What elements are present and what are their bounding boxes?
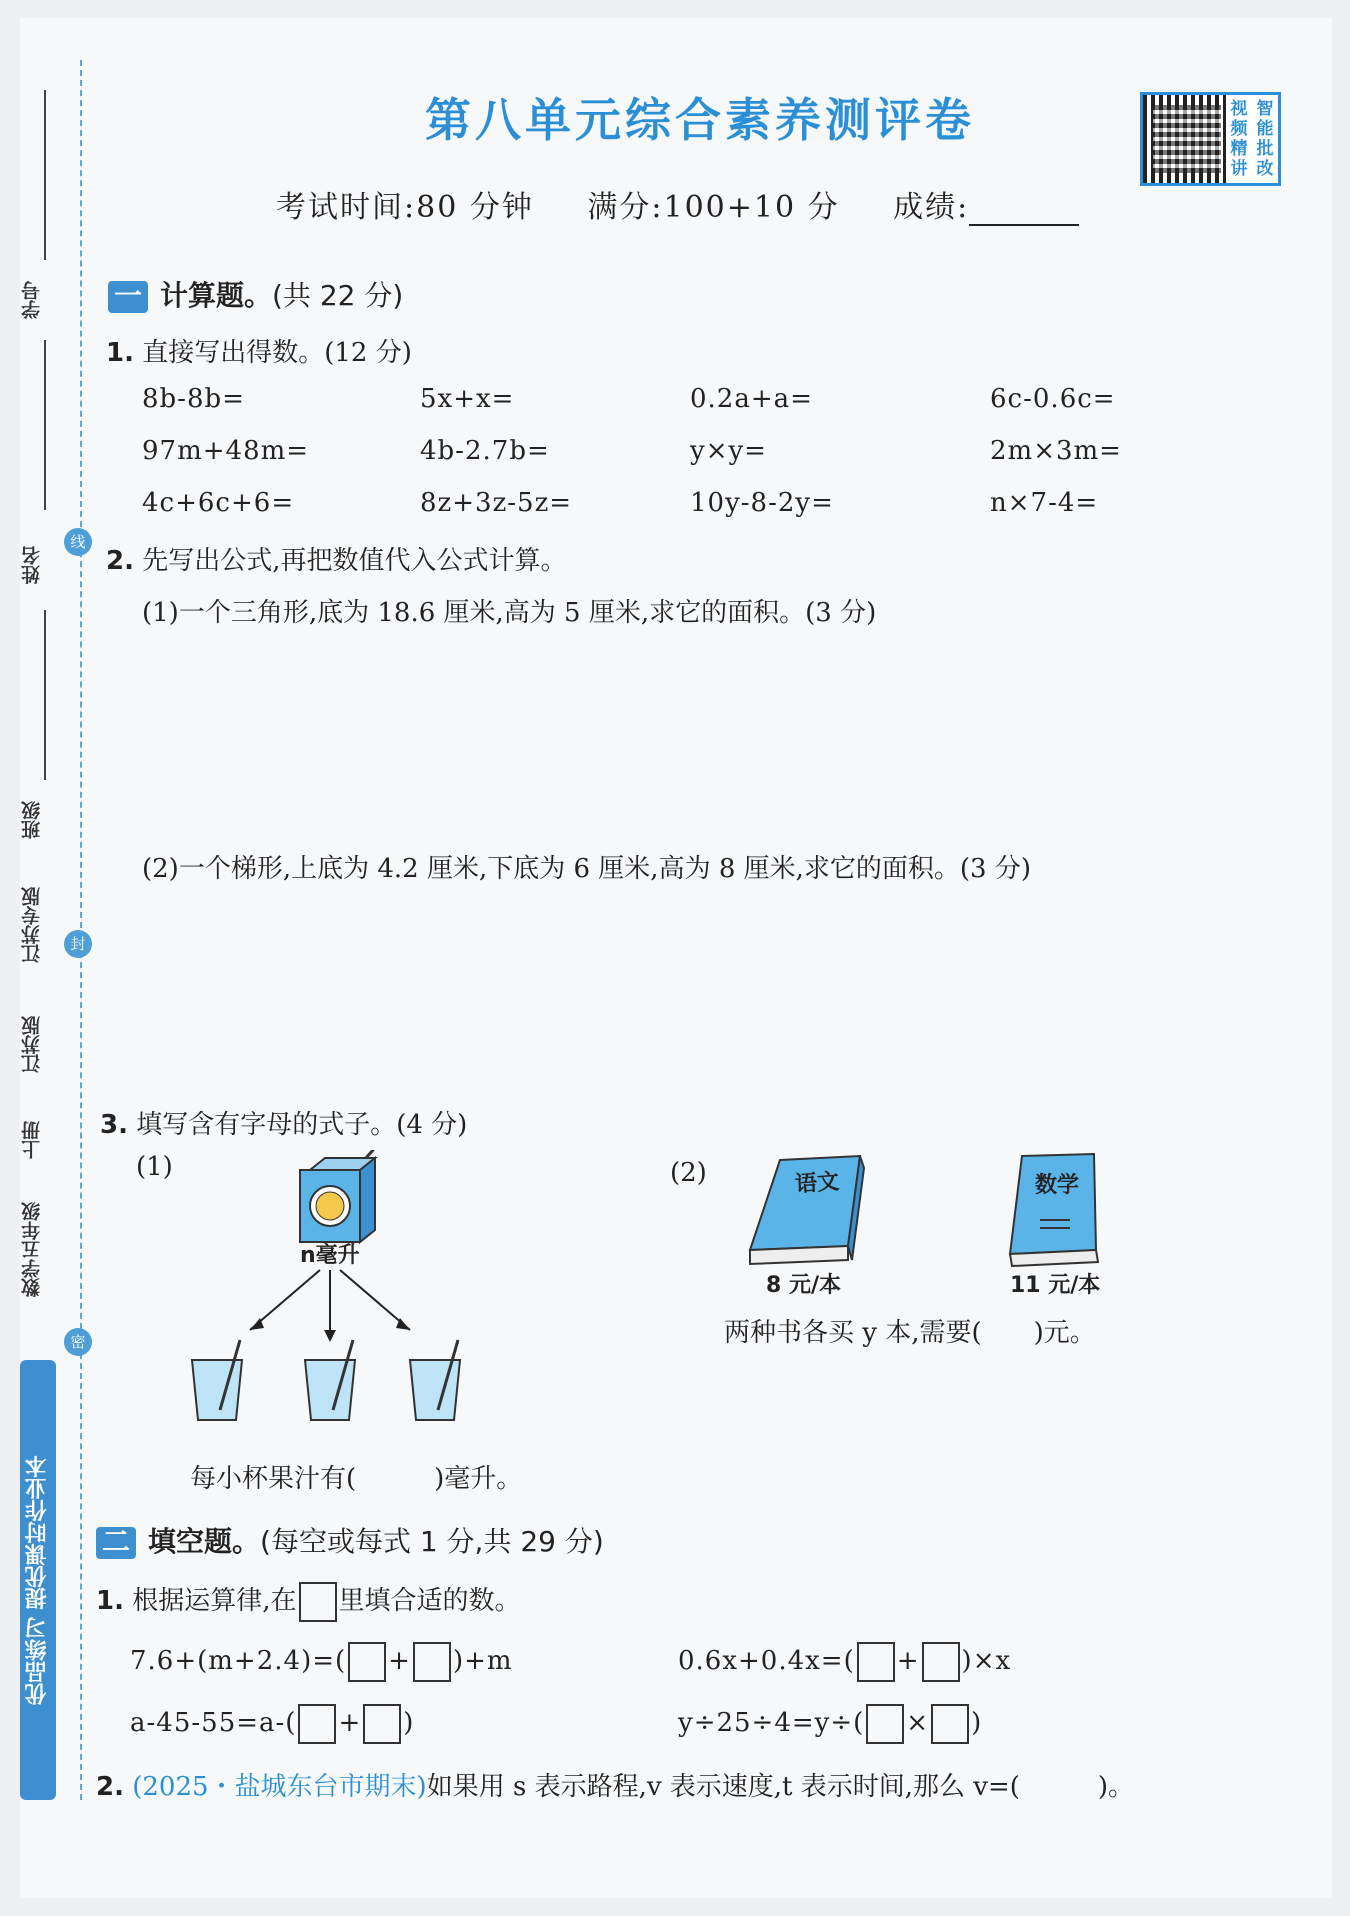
juice-label: n毫升 <box>300 1243 360 1268</box>
calc-item: 2m×3m= <box>990 436 1122 466</box>
qr-code-icon[interactable] <box>1140 92 1234 186</box>
dense-mark: 密 <box>64 1328 92 1356</box>
expr-text: × <box>906 1708 930 1738</box>
student-no-label: 学号 <box>21 281 43 319</box>
s2-q2 <box>96 1766 1134 1803</box>
expr-text: + <box>338 1708 362 1738</box>
calc-item: n×7-4= <box>990 488 1099 518</box>
q-number: 1. <box>96 1586 124 1616</box>
book1-title: 语文 <box>794 1169 840 1198</box>
calc-item: 0.2a+a= <box>690 384 813 414</box>
calc-item: 4b-2.7b= <box>420 436 550 466</box>
qr-tag-char: 能 <box>1256 119 1274 139</box>
s2-q1-expr <box>130 1642 513 1682</box>
calc-item: 5x+x= <box>420 384 515 414</box>
class-label: 班级 <box>21 801 43 839</box>
expr-text: 0.6x+0.4x=( <box>678 1646 855 1676</box>
qr-tag-char: 视 <box>1230 99 1248 119</box>
books-answer: 两种书各买 y 本,需要( )元。 <box>724 1318 1096 1348</box>
answer-box[interactable] <box>413 1642 451 1682</box>
qr-tag-char: 智 <box>1256 99 1274 119</box>
section-1-title: 计算题。 <box>160 279 273 312</box>
q-source: (2025・盐城东台市期末) <box>132 1772 427 1802</box>
calc-item: 6c-0.6c= <box>990 384 1116 414</box>
answer-box[interactable] <box>348 1642 386 1682</box>
qr-tag-char: 改 <box>1256 159 1274 179</box>
juice-illustration <box>170 1150 490 1450</box>
qr-tag-char: 精 <box>1230 139 1248 159</box>
s2-q1 <box>96 1580 521 1622</box>
edition-label-2: 江苏版 <box>21 1016 43 1074</box>
expr-text: y÷25÷4=y÷( <box>678 1708 865 1738</box>
qr-tag-char: 讲 <box>1230 159 1248 179</box>
juice-answer: 每小杯果汁有( )毫升。 <box>190 1464 523 1494</box>
expr-text: + <box>388 1646 411 1676</box>
q-number: 1. <box>106 338 134 368</box>
section-1-points: (共 22 分) <box>272 279 404 312</box>
cup-icon <box>192 1340 242 1420</box>
s1-q3-sub1-label: (1) <box>136 1152 173 1182</box>
section-2-points: (每空或每式 1 分,共 29 分) <box>260 1525 604 1558</box>
s2-q1-expr <box>678 1642 1011 1682</box>
calc-item: 10y-8-2y= <box>690 488 834 518</box>
expr-text: 7.6+(m+2.4)=( <box>130 1646 347 1676</box>
section-1-heading <box>108 274 403 314</box>
calc-item: 8z+3z-5z= <box>420 488 573 518</box>
s2-q1-expr <box>130 1704 414 1744</box>
expr-text: ) <box>403 1708 415 1738</box>
juice-box-icon <box>300 1150 380 1242</box>
line-mark: 线 <box>64 528 92 556</box>
expr-text: ) <box>971 1708 983 1738</box>
answer-box[interactable] <box>363 1704 401 1744</box>
s2-q1-expr <box>678 1704 982 1744</box>
cup-icon <box>305 1340 355 1420</box>
binding-strip <box>0 0 86 1916</box>
qr-tag-char: 批 <box>1256 139 1274 159</box>
edition-label-1: 江苏专版 <box>21 887 43 963</box>
qr-tag-char: 频 <box>1230 119 1248 139</box>
answer-box[interactable] <box>866 1704 904 1744</box>
subject-label: 数学五年级 <box>21 1202 43 1298</box>
exam-meta <box>276 182 1121 226</box>
answer-box[interactable] <box>922 1642 960 1682</box>
s1-q2-sub1: (1)一个三角形,底为 18.6 厘米,高为 5 厘米,求它的面积。(3 分) <box>142 598 877 628</box>
student-no-line <box>44 90 46 260</box>
answer-box[interactable] <box>857 1642 895 1682</box>
q-number: 2. <box>96 1772 124 1802</box>
calc-item: 97m+48m= <box>142 436 310 466</box>
q-text: 直接写出得数。(12 分) <box>142 338 412 368</box>
answer-box[interactable] <box>931 1704 969 1744</box>
calc-item: y×y= <box>690 436 767 466</box>
score-field[interactable] <box>969 198 1079 226</box>
s1-q2-sub2: (2)一个梯形,上底为 4.2 厘米,下底为 6 厘米,高为 8 厘米,求它的面积。(3 分) <box>142 854 1032 884</box>
book2-price: 11 元/本 <box>1010 1273 1101 1298</box>
section-2-title: 填空题。 <box>148 1525 261 1558</box>
section-2-heading <box>96 1520 604 1560</box>
name-line <box>44 340 46 510</box>
class-line <box>44 610 46 780</box>
s1-q2 <box>106 540 567 577</box>
score-label: 成绩: <box>893 190 970 225</box>
section-2-badge: 二 <box>96 1527 136 1559</box>
expr-text: )×x <box>961 1646 1012 1676</box>
section-1-badge: 一 <box>108 281 148 313</box>
s1-q1 <box>106 332 412 369</box>
calc-item: 4c+6c+6= <box>142 488 295 518</box>
page-title: 第八单元综合素养测评卷 <box>425 93 975 147</box>
s1-q3-sub2-label: (2) <box>670 1158 707 1188</box>
full-score: 满分:100+10 分 <box>587 190 840 225</box>
q-text: 先写出公式,再把数值代入公式计算。 <box>142 546 567 576</box>
q-text: 填写含有字母的式子。(4 分) <box>136 1110 468 1140</box>
exam-time: 考试时间:80 分钟 <box>276 190 534 225</box>
answer-box[interactable] <box>298 1704 336 1744</box>
expr-text: a-45-55=a-( <box>130 1708 297 1738</box>
s1-q3 <box>100 1104 467 1141</box>
book2-title: 数学 <box>1035 1173 1080 1198</box>
seal-mark: 封 <box>64 930 92 958</box>
volume-label: 上册 <box>21 1121 43 1159</box>
book1-price: 8 元/本 <box>766 1273 842 1298</box>
q-number: 3. <box>100 1110 128 1140</box>
expr-text: )+m <box>452 1646 513 1676</box>
calc-item: 8b-8b= <box>142 384 245 414</box>
q-text: 如果用 s 表示路程,v 表示速度,t 表示时间,那么 v=( )。 <box>426 1772 1135 1802</box>
brand-text: 优品练习 提优课时作业本 <box>25 1455 50 1705</box>
name-label: 姓名 <box>21 546 43 584</box>
cup-icon <box>410 1340 460 1420</box>
q-number: 2. <box>106 546 134 576</box>
expr-text: + <box>896 1646 920 1676</box>
q-text: 根据运算律,在 <box>132 1586 297 1616</box>
answer-box[interactable] <box>299 1582 337 1622</box>
qr-tag <box>1226 92 1281 186</box>
q-text: 里填合适的数。 <box>338 1586 521 1616</box>
